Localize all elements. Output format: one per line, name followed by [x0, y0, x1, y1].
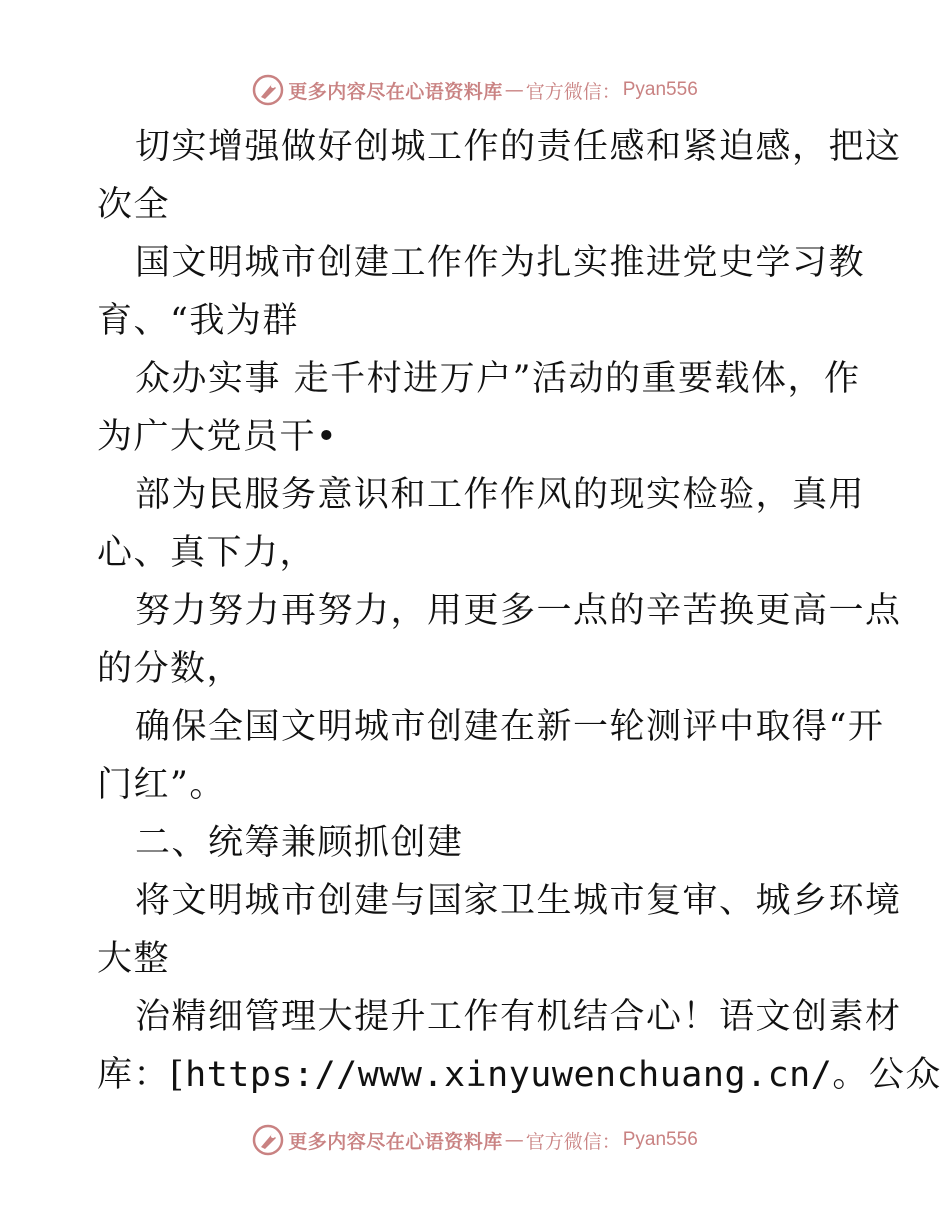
paragraph-line: 为广大党员干• — [97, 417, 339, 457]
banner-wechat-id: Pyan556 — [622, 1129, 698, 1150]
header-watermark-banner — [0, 70, 950, 110]
footer-watermark-banner — [0, 1120, 950, 1160]
banner-slogan: 更多内容尽在心语资料库 — [288, 80, 503, 103]
paragraph-line: 部为民服务意识和工作作风的现实检验，真用 — [135, 475, 866, 515]
url-suffix: 。公众 — [832, 1055, 942, 1095]
paragraph-line: 努力努力再努力，用更多一点的辛苦换更高一点 — [135, 591, 902, 631]
banner-separator: — — [504, 79, 524, 101]
paragraph-line: 育、“我为群 — [97, 301, 299, 341]
section-heading: 二、统筹兼顾抓创建 — [135, 823, 464, 863]
paragraph-line: 心、真下力， — [97, 533, 317, 573]
website-link[interactable]: https://www.xinyuwenchuang.cn/ — [185, 1055, 833, 1095]
url-prefix: 库：[ — [97, 1055, 186, 1095]
paragraph-line: 大整 — [97, 939, 171, 979]
banner-wechat-id: Pyan556 — [622, 79, 698, 100]
paragraph-line: 门红”。 — [97, 765, 226, 805]
paragraph-line: 次全 — [97, 185, 171, 225]
paragraph-line: 将文明城市创建与国家卫生城市复审、城乡环境 — [135, 881, 902, 921]
pen-nib-icon — [252, 1124, 284, 1156]
paragraph-line: 确保全国文明城市创建在新一轮测评中取得“开 — [135, 707, 885, 747]
paragraph-line: 众办实事 走千村进万户”活动的重要载体，作 — [135, 359, 861, 399]
paragraph-line: 切实增强做好创城工作的责任感和紧迫感，把这 — [135, 127, 902, 167]
banner-wechat-label: 官方微信： — [525, 1130, 621, 1153]
banner-separator: — — [504, 1129, 524, 1151]
paragraph-line: 治精细管理大提升工作有机结合心！语文创素材 — [135, 997, 902, 1037]
paragraph-line: 的分数， — [97, 649, 244, 689]
banner-wechat-label: 官方微信： — [525, 80, 621, 103]
banner-slogan: 更多内容尽在心语资料库 — [288, 1130, 503, 1153]
paragraph-line: 国文明城市创建工作作为扎实推进党史学习教 — [135, 243, 866, 283]
pen-nib-icon — [252, 74, 284, 106]
paragraph-line-with-url — [97, 1046, 942, 1104]
document-body — [97, 118, 942, 1104]
